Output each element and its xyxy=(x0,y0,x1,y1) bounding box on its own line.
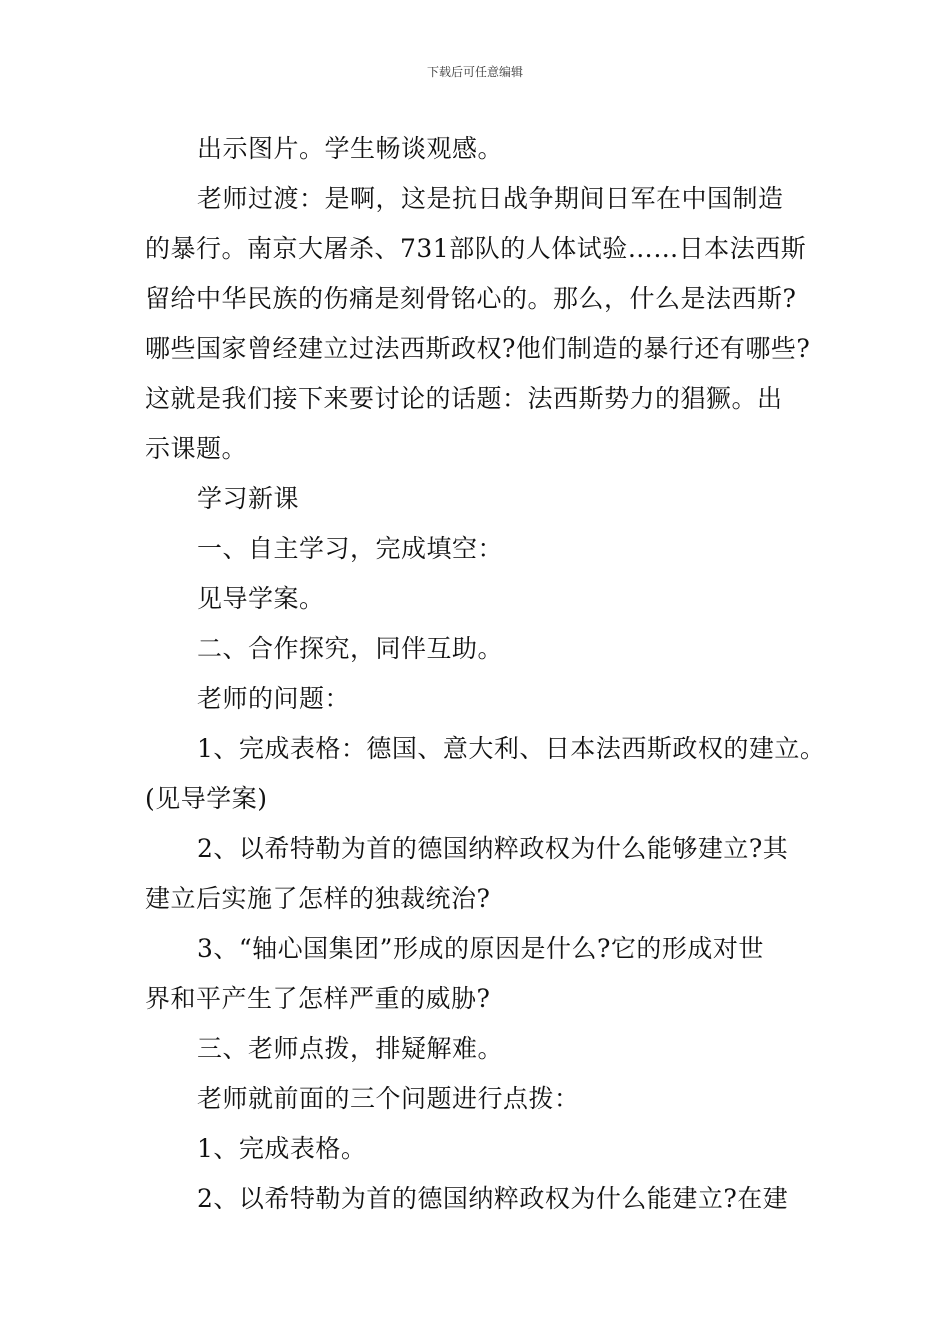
paragraph-line: 老师就前面的三个问题进行点拨： xyxy=(197,1084,580,1113)
paragraph-line: 出示图片。学生畅谈观感。 xyxy=(197,134,504,163)
paragraph-line: 哪些国家曾经建立过法西斯政权?他们制造的暴行还有哪些? xyxy=(145,334,811,363)
page-header: 下载后可任意编辑 xyxy=(426,65,523,79)
paragraph-line: 示课题。 xyxy=(145,434,248,463)
question-line: 界和平产生了怎样严重的威胁? xyxy=(145,984,491,1013)
question-line: 2、以希特勒为首的德国纳粹政权为什么能够建立?其 xyxy=(197,834,789,863)
section-heading: 二、合作探究，同伴互助。 xyxy=(197,634,504,663)
paragraph-line: 留给中华民族的伤痛是刻骨铭心的。那么，什么是法西斯? xyxy=(145,284,797,313)
question-line: 建立后实施了怎样的独裁统治? xyxy=(145,884,491,913)
section-heading: 学习新课 xyxy=(197,484,300,513)
paragraph-line: 老师过渡：是啊，这是抗日战争期间日军在中国制造 xyxy=(197,184,784,213)
question-line: 2、以希特勒为首的德国纳粹政权为什么能建立?在建 xyxy=(197,1184,789,1213)
document-body xyxy=(145,124,826,1224)
question-line: 1、完成表格。 xyxy=(197,1134,367,1163)
section-heading: 一、自主学习，完成填空： xyxy=(197,534,504,563)
question-line: (见导学案) xyxy=(145,784,268,813)
section-heading: 三、老师点拨，排疑解难。 xyxy=(197,1034,504,1063)
paragraph-line: 见导学案。 xyxy=(197,584,325,613)
question-line: 3、“轴心国集团”形成的原因是什么?它的形成对世 xyxy=(197,934,764,963)
paragraph-line: 老师的问题： xyxy=(197,684,351,713)
question-line: 1、完成表格：德国、意大利、日本法西斯政权的建立。 xyxy=(197,734,826,763)
paragraph-line: 的暴行。南京大屠杀、731部队的人体试验……日本法西斯 xyxy=(145,234,807,263)
paragraph-line: 这就是我们接下来要讨论的话题：法西斯势力的猖獗。出 xyxy=(145,384,783,413)
